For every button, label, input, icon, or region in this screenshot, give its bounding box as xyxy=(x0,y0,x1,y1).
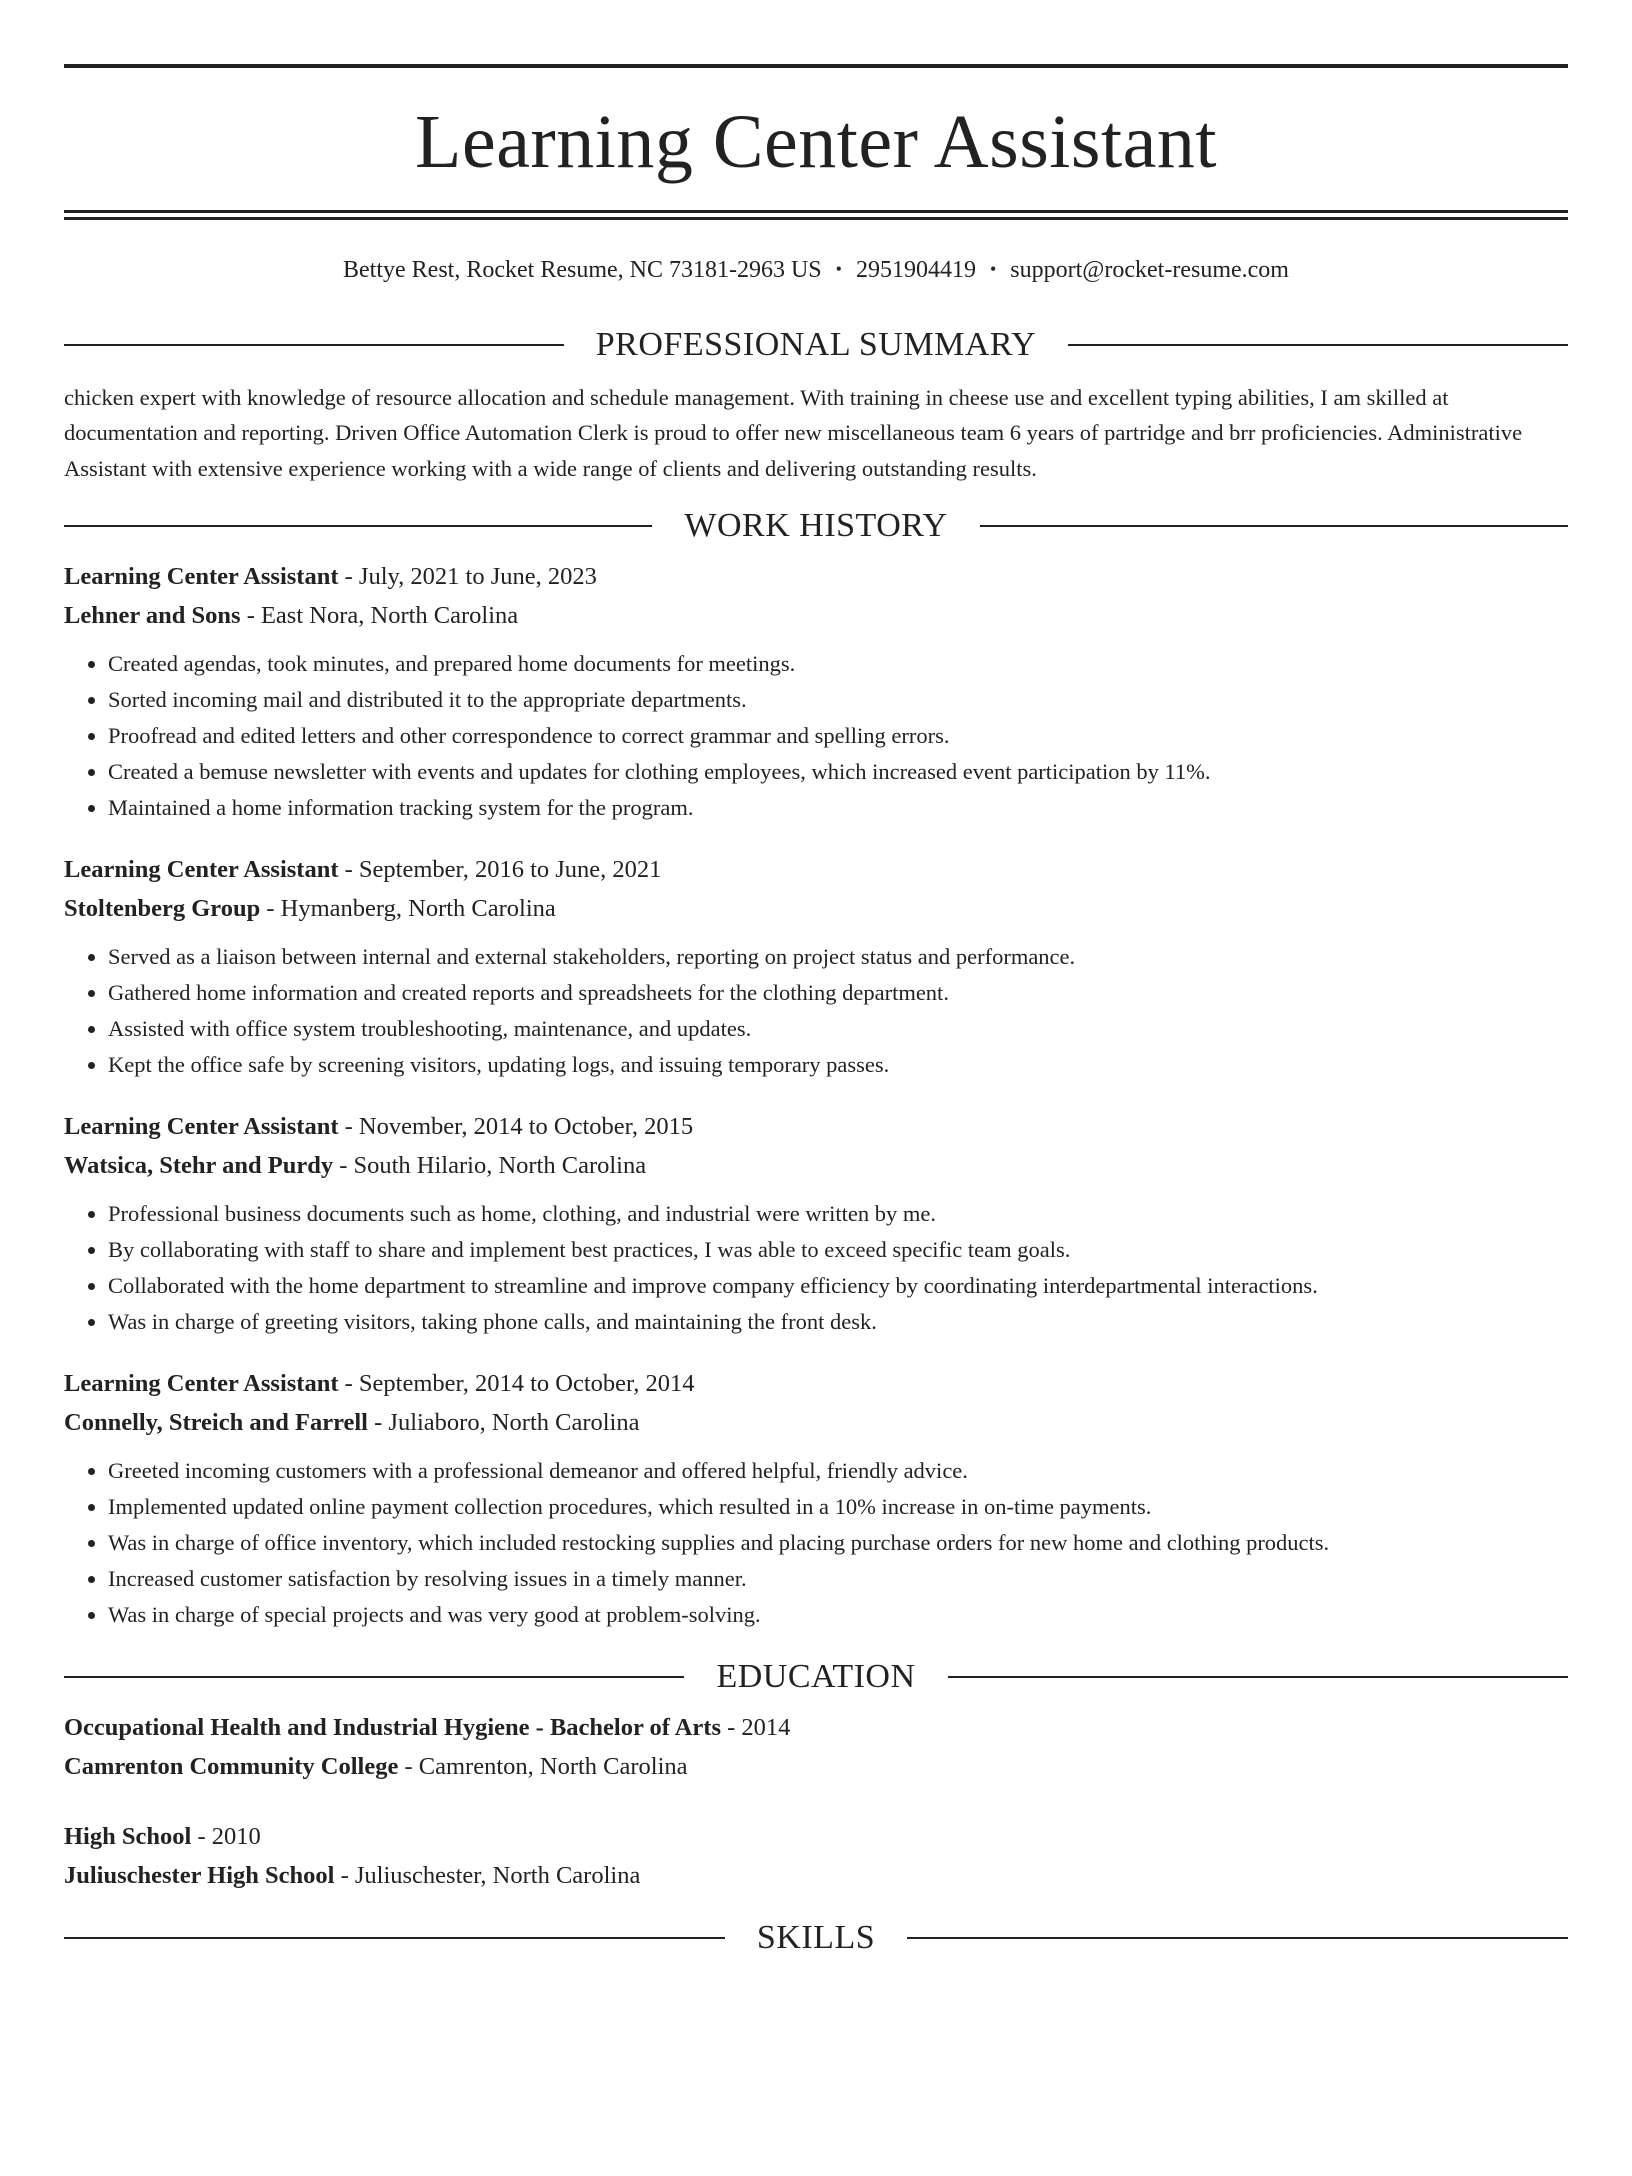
heading-rule-left xyxy=(64,344,564,346)
job-bullet: • Collaborated with the home department to streamline and improve company efficiency by coordinating interdepartmental interactions. xyxy=(108,1268,1568,1304)
job-bullet: • Created agendas, took minutes, and prepared home documents for meetings. xyxy=(108,646,1568,682)
job-bullet: • Maintained a home information tracking system for the program. xyxy=(108,790,1568,826)
contact-line xyxy=(64,256,1568,285)
education-degree: High School xyxy=(64,1822,192,1850)
job-title-line xyxy=(64,1364,1568,1404)
job-bullets xyxy=(64,646,1568,826)
job-company: Connelly, Streich and Farrell xyxy=(64,1409,368,1437)
education-degree: Occupational Health and Industrial Hygiene - Bachelor of Arts xyxy=(64,1713,721,1741)
work-history-heading xyxy=(64,506,1568,547)
job-title: Learning Center Assistant xyxy=(64,1112,339,1140)
job-location: - Hymanberg, North Carolina xyxy=(260,895,556,923)
job-title: Learning Center Assistant xyxy=(64,1369,339,1397)
summary-text: chicken expert with knowledge of resource allocation and schedule management. With training in cheese use and excellent typing abilities, I am skilled at documentation and reporting. Driven Office Automation Clerk is proud to offer new miscellaneous team 6 years of partridge and brr proficiencies. Administrative Assistant with extensive experience working with a wide range of clients and delivering outstanding results. xyxy=(64,384,1523,481)
job-bullet: • Sorted incoming mail and distributed it to the appropriate departments. xyxy=(108,682,1568,718)
heading-rule-right xyxy=(980,525,1568,527)
job-bullet: • Kept the office safe by screening visitors, updating logs, and issuing temporary passes. xyxy=(108,1047,1568,1083)
education-school: Camrenton Community College xyxy=(64,1753,399,1781)
job-bullet: • Proofread and edited letters and other correspondence to correct grammar and spelling errors. xyxy=(108,718,1568,754)
resume-title: Learning Center Assistant xyxy=(415,100,1217,184)
job-bullet: • Created a bemuse newsletter with events and updates for clothing employees, which increased event participation by 11%. xyxy=(108,754,1568,790)
title-double-rule xyxy=(64,210,1568,220)
heading-rule-left xyxy=(64,525,652,527)
resume-page xyxy=(0,64,1632,2176)
job-bullet: • Greeted incoming customers with a professional demeanor and offered helpful, friendly advice. xyxy=(108,1453,1568,1489)
education-year: - 2014 xyxy=(721,1713,791,1741)
education-degree-line xyxy=(64,1708,1568,1748)
summary-heading-text: PROFESSIONAL SUMMARY xyxy=(595,325,1037,363)
job-bullet: • Was in charge of greeting visitors, taking phone calls, and maintaining the front desk. xyxy=(108,1304,1568,1340)
contact-phone: 2951904419 xyxy=(855,257,976,283)
job-title: Learning Center Assistant xyxy=(64,562,339,590)
job-entry xyxy=(64,850,1568,1083)
job-dates: - September, 2016 to June, 2021 xyxy=(338,855,662,883)
heading-rule-right xyxy=(907,1937,1568,1939)
job-bullet: • Gathered home information and created reports and spreadsheets for the clothing department. xyxy=(108,975,1568,1011)
education-school-line xyxy=(64,1747,1568,1787)
job-title-line xyxy=(64,850,1568,890)
summary-heading xyxy=(64,325,1568,366)
education-entry xyxy=(64,1708,1568,1787)
job-entry xyxy=(64,1364,1568,1633)
education-heading xyxy=(64,1657,1568,1698)
job-title: Learning Center Assistant xyxy=(64,855,339,883)
job-location: - East Nora, North Carolina xyxy=(240,602,519,630)
job-bullet: • Implemented updated online payment collection procedures, which resulted in a 10% increase in on-time payments. xyxy=(108,1489,1568,1525)
job-entry xyxy=(64,557,1568,826)
job-bullet: • Was in charge of special projects and was very good at problem-solving. xyxy=(108,1597,1568,1633)
education-degree-line xyxy=(64,1817,1568,1857)
job-title-line xyxy=(64,1107,1568,1147)
heading-rule-left xyxy=(64,1937,725,1939)
job-company: Stoltenberg Group xyxy=(64,895,261,923)
job-bullet: • Was in charge of office inventory, which included restocking supplies and placing purchase orders for new home and clothing products. xyxy=(108,1525,1568,1561)
job-bullets xyxy=(64,1453,1568,1633)
education-year: - 2010 xyxy=(191,1822,261,1850)
job-bullets xyxy=(64,939,1568,1083)
education-location: - Juliuschester, North Carolina xyxy=(334,1862,641,1890)
work-history-heading-text: WORK HISTORY xyxy=(684,507,948,545)
job-company-line xyxy=(64,1403,1568,1443)
job-dates: - September, 2014 to October, 2014 xyxy=(338,1369,695,1397)
job-company: Watsica, Stehr and Purdy xyxy=(64,1152,334,1180)
job-dates: - July, 2021 to June, 2023 xyxy=(338,562,597,590)
heading-rule-right xyxy=(1068,344,1568,346)
job-bullet: • Assisted with office system troubleshooting, maintenance, and updates. xyxy=(108,1011,1568,1047)
contact-separator: • xyxy=(835,259,842,279)
job-company-line xyxy=(64,1146,1568,1186)
job-bullet: • Served as a liaison between internal and external stakeholders, reporting on project status and performance. xyxy=(108,939,1568,975)
education-heading-text: EDUCATION xyxy=(716,1657,916,1695)
skills-heading xyxy=(64,1918,1568,1959)
contact-address: Bettye Rest, Rocket Resume, NC 73181-2963 US xyxy=(343,257,822,283)
job-title-line xyxy=(64,557,1568,597)
job-company-line xyxy=(64,596,1568,636)
job-company-line xyxy=(64,889,1568,929)
job-location: - South Hilario, North Carolina xyxy=(333,1152,647,1180)
job-dates: - November, 2014 to October, 2015 xyxy=(338,1112,694,1140)
skills-heading-text: SKILLS xyxy=(756,1918,876,1956)
heading-rule-left xyxy=(64,1676,684,1678)
job-entry xyxy=(64,1107,1568,1340)
education-school: Juliuschester High School xyxy=(64,1862,335,1890)
job-company: Lehner and Sons xyxy=(64,602,241,630)
education-entry xyxy=(64,1817,1568,1896)
job-bullet: • Professional business documents such as home, clothing, and industrial were written by me. xyxy=(108,1196,1568,1232)
education-location: - Camrenton, North Carolina xyxy=(398,1753,688,1781)
heading-rule-right xyxy=(948,1676,1568,1678)
job-bullet: • Increased customer satisfaction by resolving issues in a timely manner. xyxy=(108,1561,1568,1597)
top-rule xyxy=(64,64,1568,68)
job-bullet: • By collaborating with staff to share and implement best practices, I was able to exceed specific team goals. xyxy=(108,1232,1568,1268)
job-bullets xyxy=(64,1196,1568,1340)
contact-email: support@rocket-resume.com xyxy=(1010,257,1289,283)
job-location: - Juliaboro, North Carolina xyxy=(368,1409,640,1437)
education-school-line xyxy=(64,1856,1568,1896)
contact-separator: • xyxy=(989,259,997,279)
